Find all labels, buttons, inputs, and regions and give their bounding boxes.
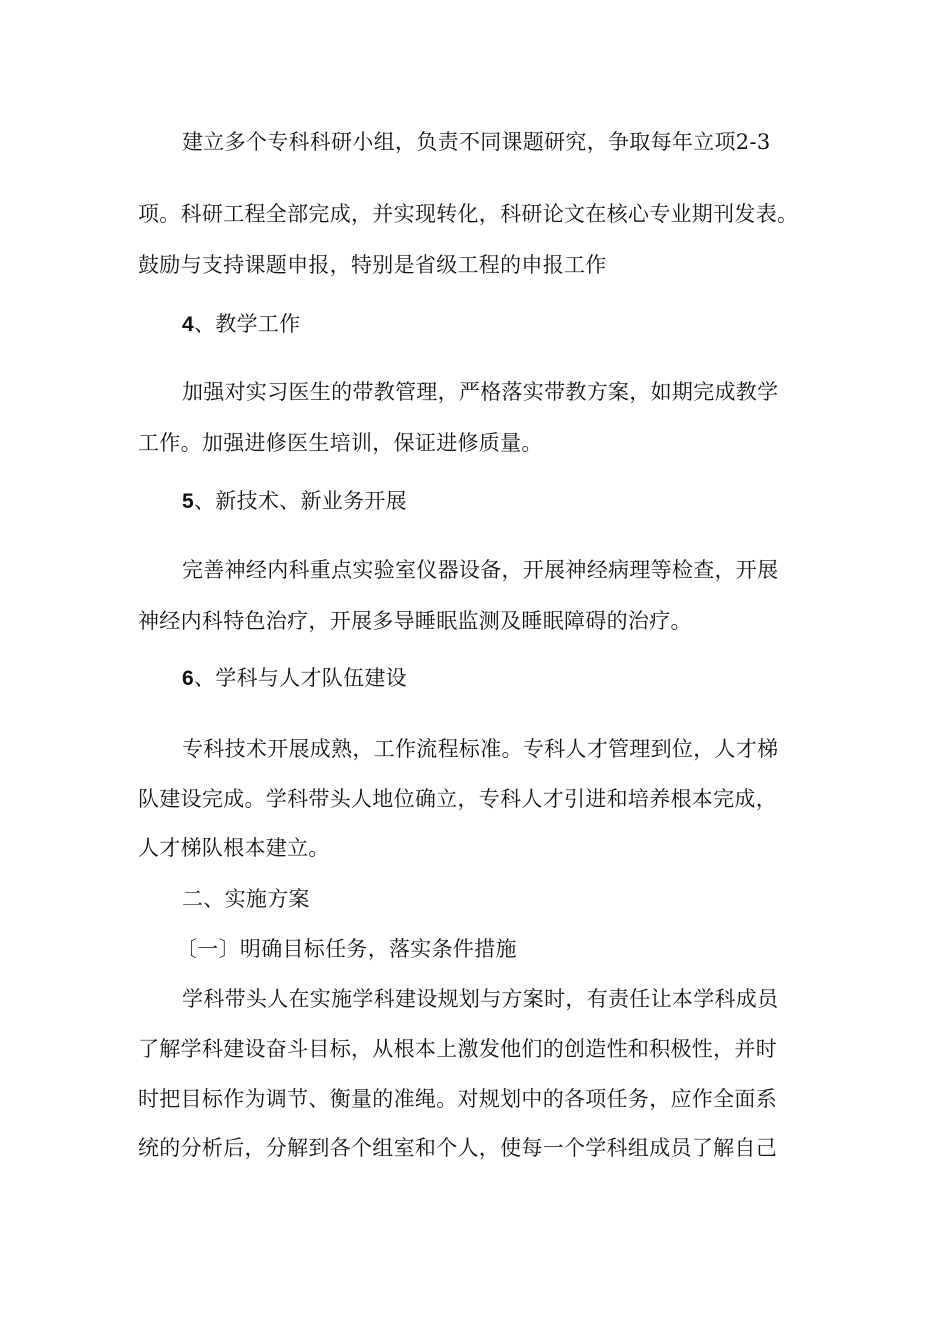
section-heading — [182, 487, 407, 516]
paragraph-line: 神经内科特色治疗，开展多导睡眠监测及睡眠障碍的治疗。 — [138, 609, 692, 633]
section-heading — [182, 664, 407, 693]
paragraph-line: 工作。加强进修医生培训，保证进修质量。 — [138, 431, 543, 455]
paragraph-line: 队建设完成。学科带头人地位确立，专科人才引进和培养根本完成， — [138, 787, 777, 811]
heading-text: 、新技术、新业务开展 — [193, 489, 407, 513]
paragraph-line: 了解学科建设奋斗目标，从根本上激发他们的创造性和积极性，并时 — [138, 1037, 777, 1061]
heading-text: 、学科与人才队伍建设 — [193, 666, 407, 690]
paragraph-line: 专科技术开展成熟，工作流程标准。专科人才管理到位，人才梯 — [182, 737, 779, 761]
paragraph-line: 建立多个专科科研小组，负责不同课题研究，争取每年立项2-3 — [182, 130, 771, 154]
paragraph-line: 鼓励与支持课题申报，特别是省级工程的申报工作 — [138, 253, 607, 277]
paragraph-line: 时把目标作为调节、衡量的准绳。对规划中的各项任务，应作全面系 — [138, 1087, 777, 1111]
paragraph-line: 学科带头人在实施学科建设规划与方案时，有责任让本学科成员 — [182, 987, 779, 1011]
paragraph-line: 完善神经内科重点实验室仪器设备，开展神经病理等检查，开展 — [182, 558, 779, 582]
section-heading — [182, 310, 300, 339]
paragraph-line: 加强对实习医生的带教管理，严格落实带教方案，如期完成教学 — [182, 380, 779, 404]
section-heading: 二、实施方案 — [182, 887, 310, 911]
heading-number: 5 — [182, 490, 194, 513]
heading-text: 、教学工作 — [193, 312, 301, 336]
paragraph-line: 项。科研工程全部完成，并实现转化，科研论文在核心专业期刊发表。 — [138, 202, 799, 226]
heading-number: 4 — [182, 313, 194, 336]
paragraph-line: 统的分析后，分解到各个组室和个人，使每一个学科组成员了解自己 — [138, 1136, 777, 1160]
paragraph-line: 人才梯队根本建立。 — [138, 836, 330, 860]
subsection-heading: 〔一〕明确目标任务，落实条件措施 — [176, 937, 517, 961]
heading-number: 6 — [182, 667, 194, 690]
